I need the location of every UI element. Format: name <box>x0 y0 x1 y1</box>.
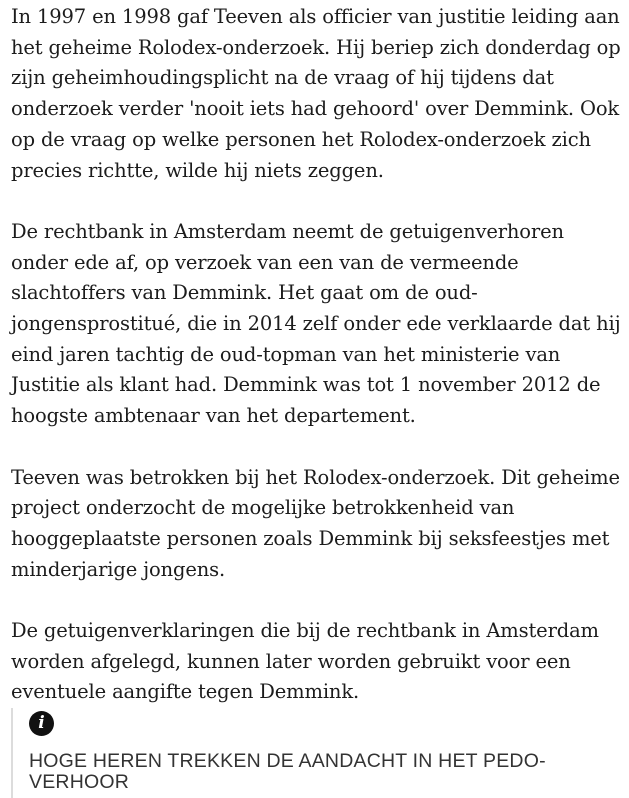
article-paragraph: De rechtbank in Amsterdam neemt de getuigenverhoren onder ede af, op verzoek van een van de vermeende slachtoffers van Demmink. Het gaat om de oud-jongensprostitué, die in 2014 zelf onder ede verklaarde dat hij eind jaren tachtig de oud-topman van het ministerie van Justitie als klant had. Demmink was tot 1 november 2012 de hoogste ambtenaar van het departement. <box>11 219 621 428</box>
article-body <box>11 2 623 739</box>
article-paragraph: De getuigenverklaringen die bij de rechtbank in Amsterdam worden afgelegd, kunnen later worden gebruikt voor een eventuele aangifte tegen Demmink. <box>11 619 599 704</box>
related-article-link[interactable]: HOGE HEREN TREKKEN DE AANDACHT IN HET PEDO-VERHOOR <box>29 750 546 793</box>
article-paragraph: In 1997 en 1998 gaf Teeven als officier van justitie leiding aan het geheime Rolodex-onderzoek. Hij beriep zich donderdag op zijn geheimhoudingsplicht na de vraag of hij tijdens dat onderzoek verder 'nooit iets had gehoord' over Demmink. Ook op de vraag op welke personen het Rolodex-onderzoek zich precies richtte, wilde hij niets zeggen. <box>11 5 621 182</box>
info-icon: i <box>29 711 54 736</box>
article-paragraph: Teeven was betrokken bij het Rolodex-onderzoek. Dit geheime project onderzocht de mogelijke betrokkenheid van hooggeplaatste personen zoals Demmink bij seksfeestjes met minderjarige jongens. <box>11 465 620 581</box>
related-article-box[interactable] <box>11 708 611 798</box>
